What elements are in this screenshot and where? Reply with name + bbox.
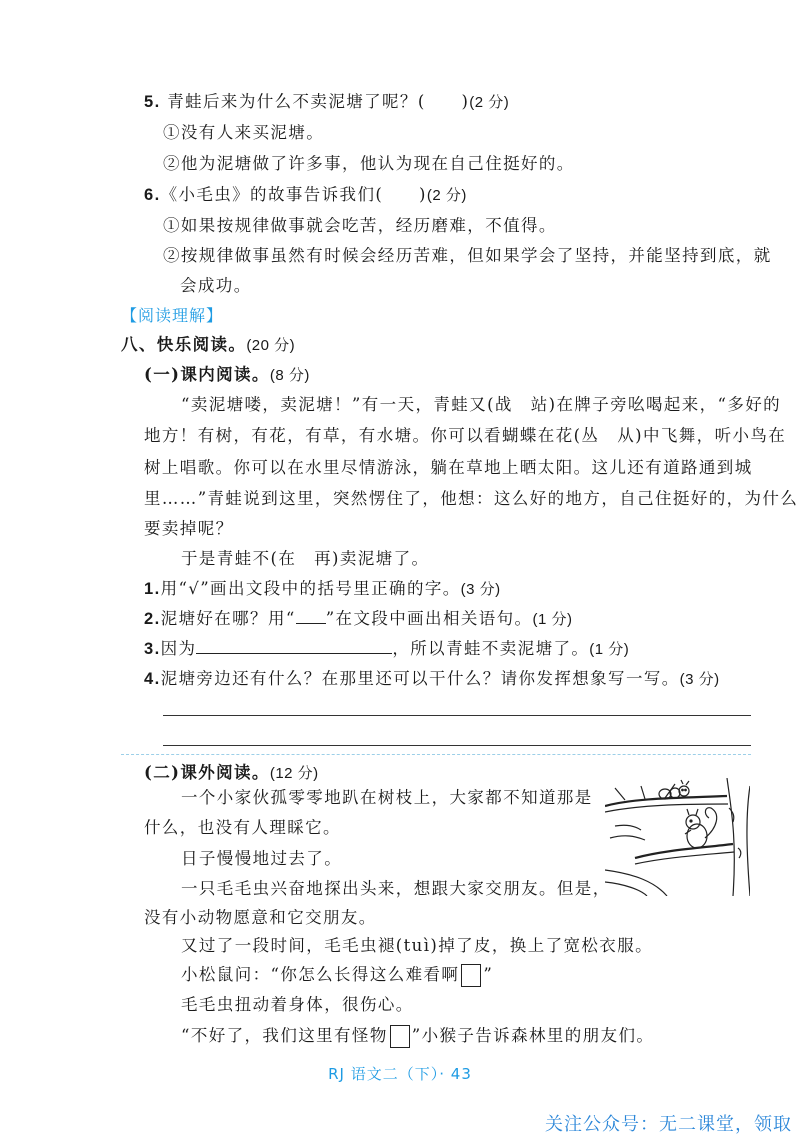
question-number: 4.	[144, 670, 161, 688]
subsection-title: (二)课外阅读。	[144, 763, 270, 782]
passage-line: 树上唱歌。你可以在水里尽情游泳，躺在草地上晒太阳。这儿还有道路通到城	[144, 458, 753, 477]
passage-line: “卖泥塘喽，卖泥塘！”有一天，青蛙又(战 站)在牌子旁吆喝起来，“多好的	[181, 395, 782, 414]
subsection-heading	[144, 363, 310, 388]
passage-line: 要卖掉呢？	[144, 519, 234, 538]
question-text: 青蛙后来为什么不卖泥塘了呢？( )	[167, 92, 470, 111]
subsection-score: (8 分)	[269, 367, 310, 384]
passage-text: 小松鼠问：“你怎么长得这么难看啊	[181, 965, 460, 984]
question-score: (3 分)	[460, 581, 501, 598]
passage-line: 日子慢慢地过去了。	[181, 849, 343, 868]
section-tag: 【阅读理解】	[121, 306, 224, 325]
subsection-score: (12 分)	[269, 765, 319, 782]
passage-text: ”小猴子告诉森林里的朋友们。	[411, 1026, 655, 1045]
answer-blank[interactable]	[196, 637, 392, 654]
passage-line: 毛毛虫扭动着身体，很伤心。	[181, 995, 414, 1014]
page-footer: RJ 语文二（下）· 43	[328, 1065, 472, 1083]
part-heading	[121, 333, 295, 358]
option-continued: 会成功。	[180, 276, 252, 295]
question-number: 3.	[144, 640, 161, 658]
passage-line: 一只毛毛虫兴奋地探出头来，想跟大家交朋友。但是，	[181, 879, 611, 898]
answer-line[interactable]	[163, 715, 751, 716]
passage-line: 什么，也没有人理睬它。	[144, 818, 341, 837]
question-score: (2 分)	[426, 187, 467, 204]
question-text: 《小毛虫》的故事告诉我们( )	[160, 185, 427, 204]
underline-sample	[296, 607, 326, 624]
passage-line: 又过了一段时间，毛毛虫褪(tuì)掉了皮，换上了宽松衣服。	[181, 936, 654, 955]
passage-text: “不好了，我们这里有怪物	[181, 1026, 388, 1045]
question-score: (1 分)	[532, 611, 573, 628]
option: ①没有人来买泥塘。	[163, 123, 325, 142]
punctuation-box[interactable]	[390, 1025, 410, 1048]
answer-line[interactable]	[163, 745, 751, 746]
question-score: (1 分)	[589, 641, 630, 658]
illustration-tree-squirrel	[605, 778, 750, 896]
question-number: 1.	[144, 580, 161, 598]
passage-line: 没有小动物愿意和它交朋友。	[144, 908, 377, 927]
passage-line	[181, 1024, 654, 1048]
passage-line: 里……”青蛙说到这里，突然愣住了，他想：这么好的地方，自己住挺好的，为什么	[144, 489, 799, 508]
question-4	[144, 667, 720, 692]
subsection-title: (一)课内阅读。	[144, 365, 270, 384]
option: ①如果按规律做事就会吃苦，经历磨难，不值得。	[163, 216, 557, 235]
passage-text: ”	[483, 965, 494, 984]
question-text: 泥塘好在哪？用“	[160, 609, 296, 628]
question-text: 泥塘旁边还有什么？在那里还可以干什么？请你发挥想象写一写。	[160, 669, 680, 688]
question-3	[144, 637, 629, 662]
question-text: 因为	[160, 639, 197, 658]
option: ②他为泥塘做了许多事，他认为现在自己住挺好的。	[163, 154, 575, 173]
passage-line	[181, 963, 493, 987]
passage-line: 一个小家伙孤零零地趴在树枝上，大家都不知道那是	[181, 788, 593, 807]
section-divider	[121, 754, 751, 755]
question-score: (2 分)	[469, 94, 510, 111]
question-number: 6.	[144, 186, 161, 204]
part-title: 八、快乐阅读。	[121, 335, 247, 354]
passage-line: 于是青蛙不(在 再)卖泥塘了。	[181, 549, 430, 568]
question-number: 2.	[144, 610, 161, 628]
option: ②按规律做事虽然有时候会经历苦难，但如果学会了坚持，并能坚持到底，就	[163, 246, 772, 265]
passage-line: 地方！有树，有花，有草，有水塘。你可以看蝴蝶在花(丛 从)中飞舞，听小鸟在	[144, 426, 787, 445]
punctuation-box[interactable]	[461, 964, 481, 987]
question-text: ”在文段中画出相关语句。	[325, 609, 533, 628]
question-1	[144, 577, 501, 602]
question-text: ，所以青蛙不卖泥塘了。	[392, 639, 590, 658]
question-6	[144, 183, 467, 208]
subsection-heading	[144, 761, 319, 786]
question-text: 用“√”画出文段中的括号里正确的字。	[160, 579, 461, 598]
question-number: 5.	[144, 93, 161, 111]
question-5	[144, 90, 509, 115]
part-score: (20 分)	[246, 337, 296, 354]
question-2	[144, 607, 572, 632]
question-score: (3 分)	[679, 671, 720, 688]
watermark-text: 关注公众号：无二课堂，领取	[545, 1114, 792, 1135]
